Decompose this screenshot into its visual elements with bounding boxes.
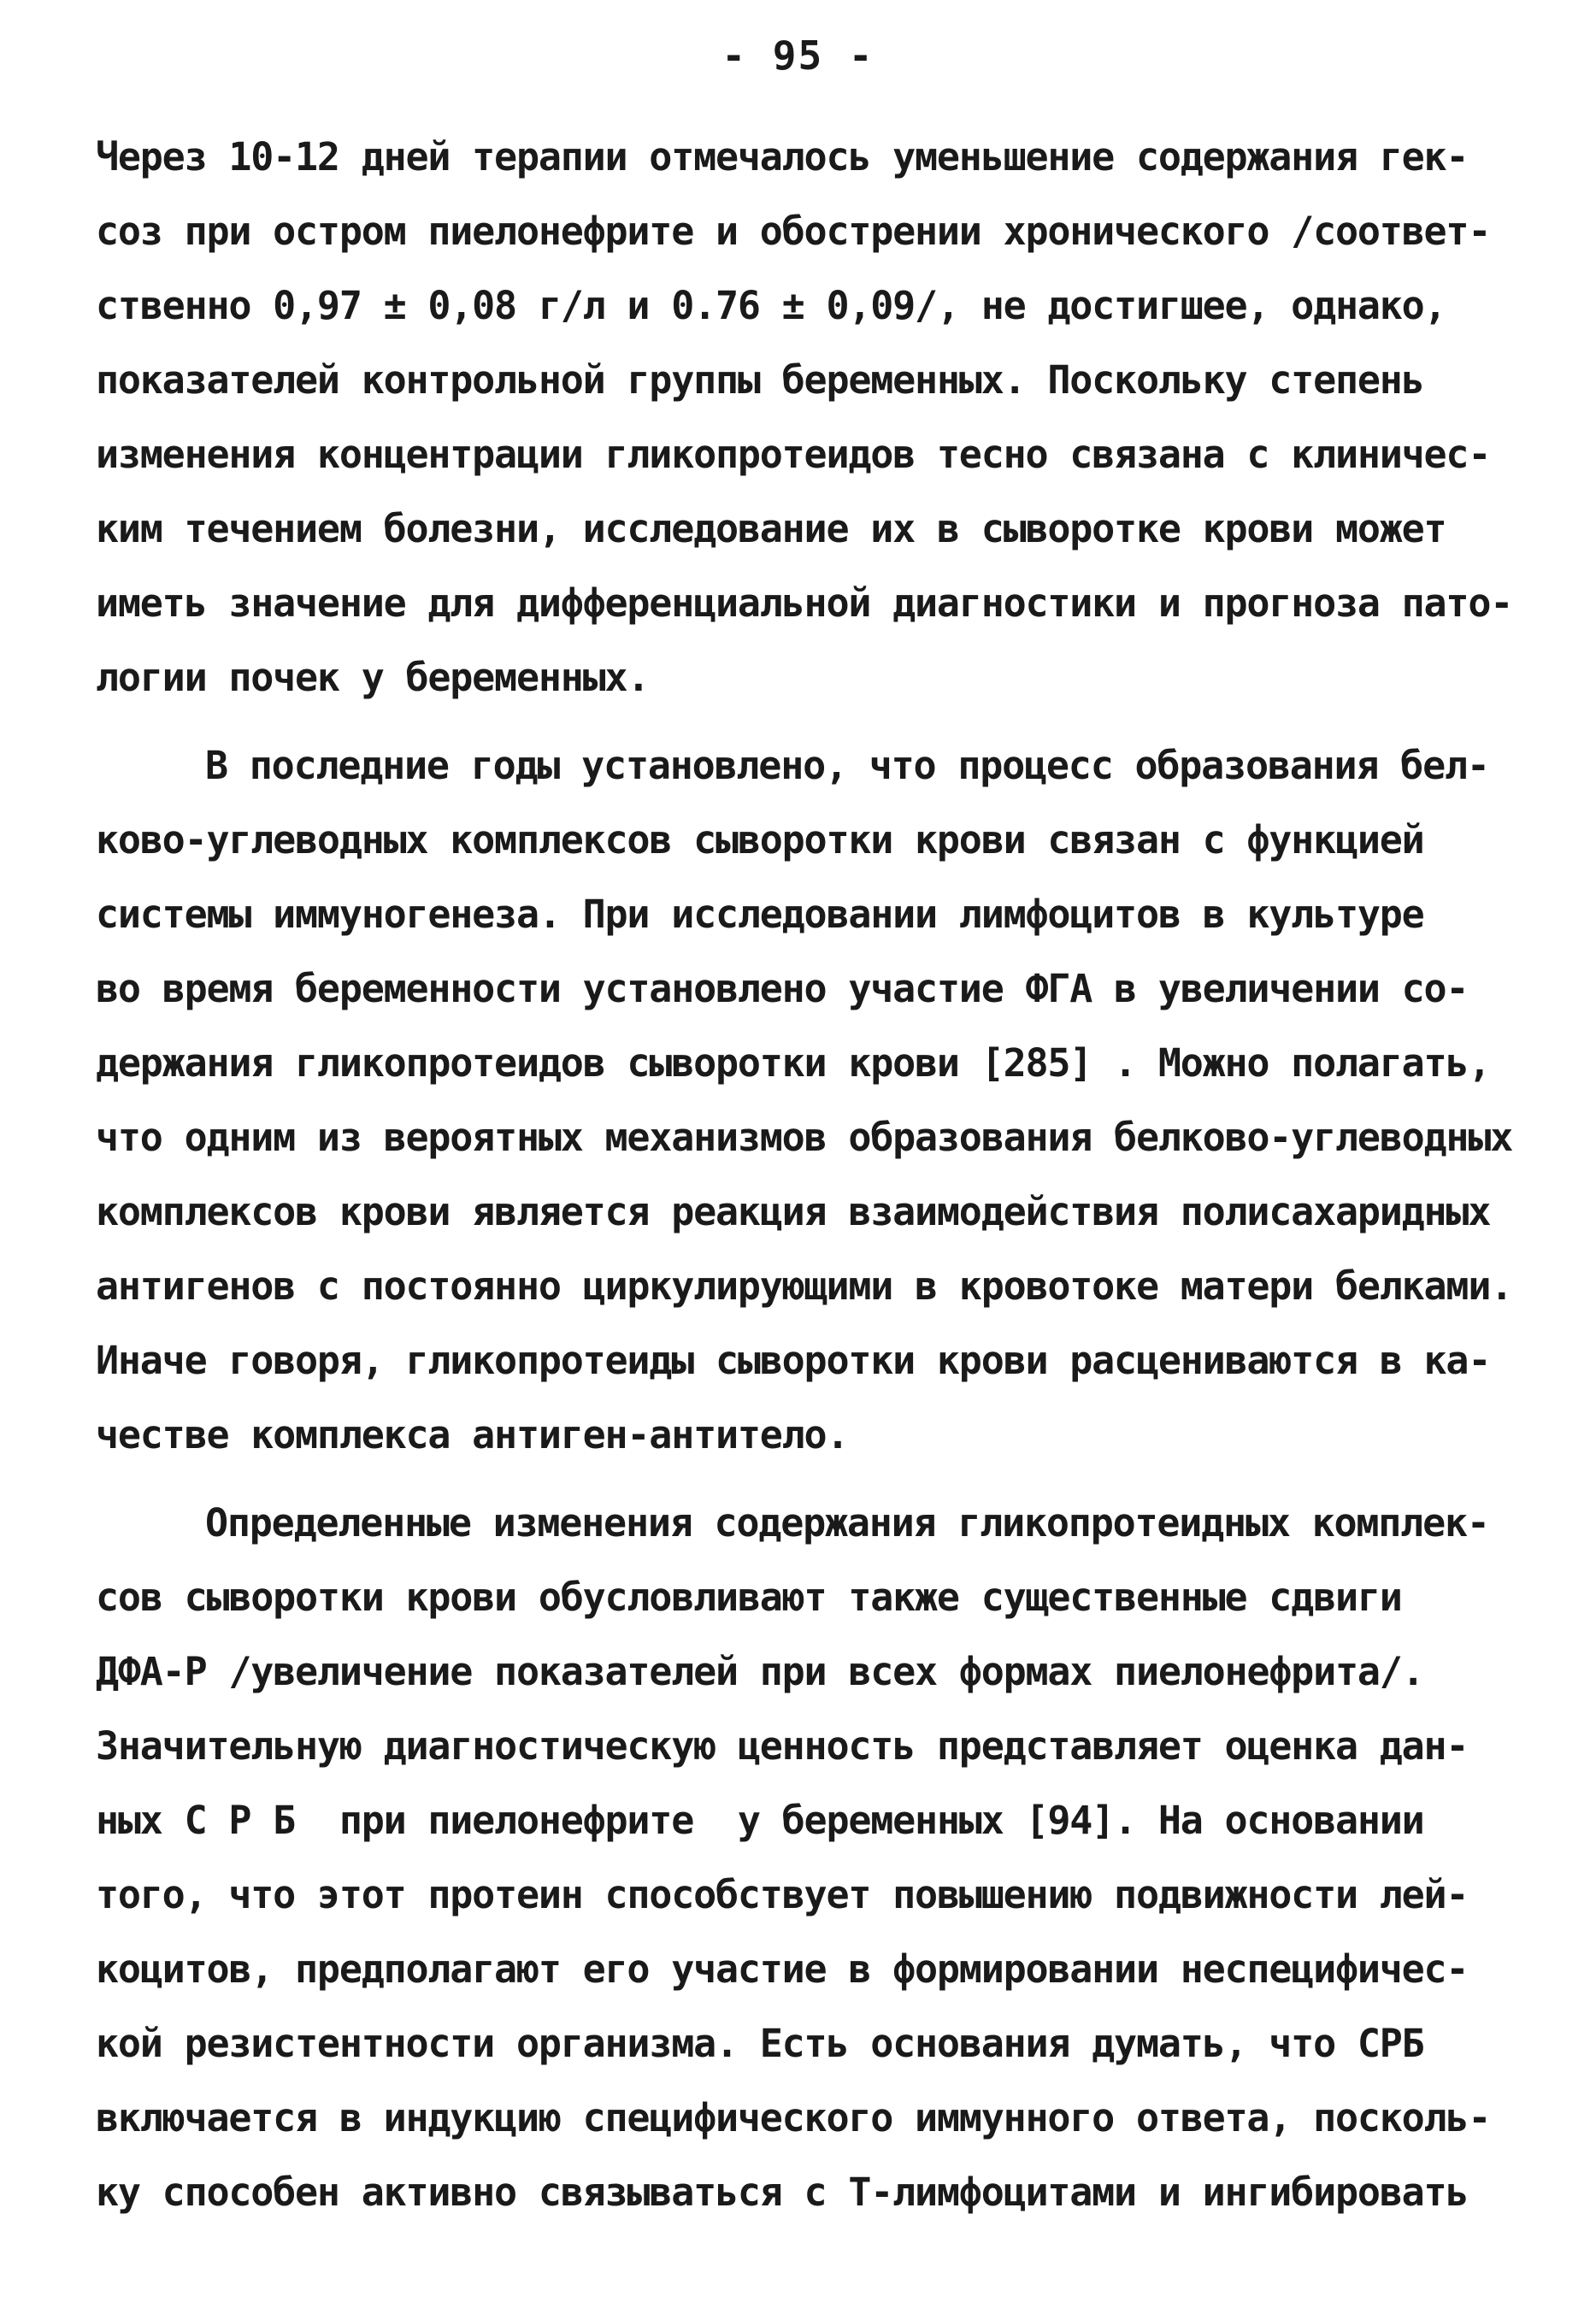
text-line: что одним из вероятных механизмов образования белково-углеводных [96,1115,1513,1160]
page-number: - 95 - [721,32,875,79]
text-line: держания гликопротеидов сыворотки крови [285] . Можно полагать, [96,1040,1491,1086]
text-line: Определенные изменения содержания гликопротеидных комплек- [205,1500,1489,1546]
text-line: В последние годы установлено, что процесс образования бел- [205,743,1489,788]
text-line: ково-углеводных комплексов сыворотки крови связан с функцией [96,817,1424,863]
text-line: того, что этот протеин способствует повышению подвижности лей- [96,1872,1469,1917]
text-line: ку способен активно связываться с Т-лимфоцитами и ингибировать [96,2170,1469,2215]
text-line: включается в индукцию специфического иммунного ответа, посколь- [96,2095,1491,2140]
paragraph-3 [96,1486,1498,2229]
text-line: коцитов, предполагают его участие в формировании неспецифичес- [96,1946,1469,1992]
text-line: комплексов крови является реакция взаимодействия полисахаридных [96,1189,1491,1234]
text-line: ДФА-Р /увеличение показателей при всех формах пиелонефрита/. [96,1649,1424,1694]
text-line: показателей контрольной группы беременных. Поскольку степень [96,357,1424,403]
paragraph-2 [96,728,1513,1472]
text-line: Через 10-12 дней терапии отмечалось уменьшение содержания гек- [96,134,1469,180]
text-line: системы иммуногенеза. При исследовании лимфоцитов в культуре [96,892,1424,937]
text-line: соз при остром пиелонефрите и обострении хронического /соответ- [96,209,1491,254]
text-line: Значительную диагностическую ценность представляет оценка дан- [96,1723,1469,1769]
text-line: ким течением болезни, исследование их в сыворотке крови может [96,506,1446,551]
text-line: иметь значение для дифференциальной диагностики и прогноза пато- [96,580,1513,626]
text-line: Иначе говоря, гликопротеиды сыворотки крови расцениваются в ка- [96,1338,1491,1383]
text-line: ственно 0,97 ± 0,08 г/л и 0.76 ± 0,09/, не достигшее, однако, [96,283,1446,328]
paragraph-1 [96,120,1513,715]
text-line: во время беременности установлено участие ФГА в увеличении со- [96,966,1469,1011]
text-line: изменения концентрации гликопротеидов тесно связана с клиничес- [96,432,1491,477]
text-line: кой резистентности организма. Есть основания думать, что СРБ [96,2021,1424,2066]
text-line: ных С Р Б при пиелонефрите у беременных [94]. На основании [96,1798,1424,1843]
text-line: антигенов с постоянно циркулирующими в кровотоке матери белками. [96,1263,1513,1309]
paragraph-gap [96,715,1498,728]
text-line: логии почек у беременных. [96,655,650,700]
paragraph-gap [96,1472,1498,1486]
text-line: сов сыворотки крови обусловливают также существенные сдвиги [96,1575,1402,1620]
text-line: честве комплекса антиген-антитело. [96,1412,849,1457]
body-text [96,120,1513,2229]
